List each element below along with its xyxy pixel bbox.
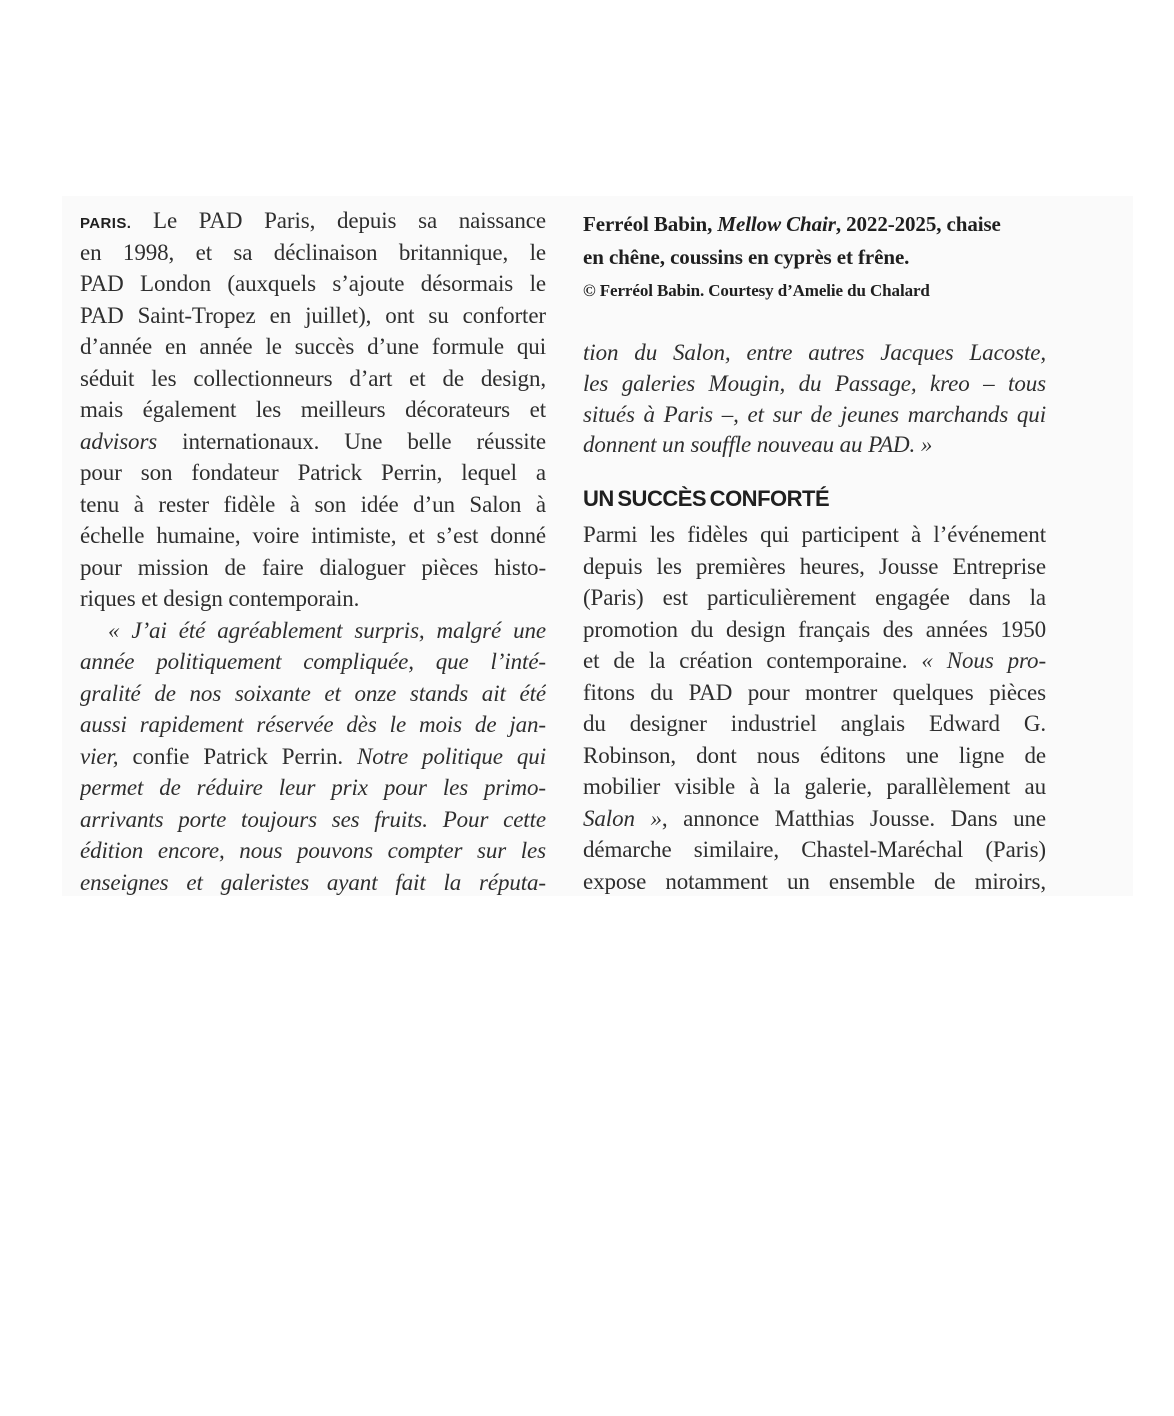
text-line bbox=[583, 803, 1046, 835]
text-line bbox=[80, 426, 546, 458]
text-line bbox=[80, 678, 546, 710]
text-line bbox=[80, 363, 546, 395]
text-line bbox=[80, 394, 546, 426]
text-segment: PAD Saint-Tropez en juillet), ont su conforter bbox=[80, 302, 546, 328]
text-line bbox=[80, 804, 546, 836]
text-line bbox=[583, 771, 1046, 803]
text-segment: internationaux. Une belle réussite bbox=[157, 428, 546, 454]
text-segment: riques et design contemporain. bbox=[80, 586, 360, 611]
text-segment: mobilier visible à la galerie, parallèlement au bbox=[583, 774, 1046, 800]
text-segment: PARIS. bbox=[80, 215, 132, 232]
text-line bbox=[583, 400, 1046, 431]
text-segment: en chêne, coussins en cyprès et frêne. bbox=[583, 245, 910, 269]
text-line bbox=[80, 615, 546, 647]
article-column-right bbox=[583, 208, 1046, 897]
text-segment: Salon » bbox=[583, 805, 662, 831]
text-line bbox=[583, 740, 1046, 772]
text-segment: démarche similaire, Chastel-Maréchal (Paris) bbox=[583, 837, 1046, 863]
text-line bbox=[583, 645, 1046, 677]
text-segment: du designer industriel anglais Edward G. bbox=[583, 711, 1046, 737]
text-segment: Notre politique qui bbox=[357, 743, 546, 769]
text-line bbox=[583, 551, 1046, 583]
article-column-left bbox=[80, 205, 546, 898]
text-segment: enseignes et galeristes ayant fait la réputa- bbox=[80, 869, 546, 895]
text-segment: d’année en année le succès d’une formule qui bbox=[80, 334, 546, 359]
text-segment: Le PAD Paris, depuis sa naissance bbox=[131, 208, 546, 233]
text-segment: © Ferréol Babin. Courtesy d’Amelie du Chalard bbox=[583, 281, 930, 300]
text-segment: , 2022-2025, chaise bbox=[835, 212, 1001, 236]
text-segment: arrivants porte toujours ses fruits. Pour cette bbox=[80, 806, 546, 832]
text-segment: expose notamment un ensemble de miroirs, bbox=[583, 868, 1046, 894]
text-segment: échelle humaine, voire intimiste, et s’est donné bbox=[80, 523, 546, 548]
text-line bbox=[80, 489, 546, 521]
paragraph-quote-continued bbox=[583, 338, 1046, 461]
text-segment: gralité de nos soixante et onze stands ait été bbox=[80, 680, 546, 706]
text-line bbox=[80, 268, 546, 300]
text-segment: situés à Paris –, et sur de jeunes marchands qui bbox=[583, 401, 1046, 427]
text-segment: (Paris) est particulièrement engagée dans la bbox=[583, 585, 1046, 611]
paragraph-intro bbox=[80, 205, 546, 615]
paragraph-quote-perrin bbox=[80, 615, 546, 899]
text-segment: « Nous pro- bbox=[921, 648, 1046, 674]
text-line bbox=[583, 208, 1046, 241]
text-line bbox=[583, 519, 1046, 551]
text-line bbox=[80, 772, 546, 804]
text-segment: vier, bbox=[80, 743, 119, 769]
text-segment: pour mission de faire dialoguer pièces histo- bbox=[80, 554, 546, 580]
text-line bbox=[80, 835, 546, 867]
text-segment: Mellow Chair bbox=[717, 212, 836, 236]
text-segment: Robinson, dont nous éditons une ligne de bbox=[583, 742, 1046, 768]
text-segment: donnent un souffle nouveau au PAD. » bbox=[583, 432, 933, 458]
text-segment: les galeries Mougin, du Passage, kreo – tous bbox=[583, 370, 1046, 396]
text-line bbox=[80, 867, 546, 899]
text-segment: advisors bbox=[80, 428, 158, 454]
photo-credit bbox=[583, 280, 1046, 302]
text-line bbox=[80, 741, 546, 773]
text-line bbox=[583, 834, 1046, 866]
text-line bbox=[583, 708, 1046, 740]
text-segment: édition encore, nous pouvons compter sur les bbox=[80, 838, 546, 863]
text-line bbox=[80, 709, 546, 741]
text-line bbox=[583, 369, 1046, 400]
paragraph-succes bbox=[583, 519, 1046, 897]
text-segment: PAD London (auxquels s’ajoute désormais le bbox=[80, 271, 546, 296]
text-line bbox=[583, 582, 1046, 614]
text-segment: aussi rapidement réservée dès le mois de jan- bbox=[80, 712, 546, 737]
text-segment: « J’ai été agréablement surpris, malgré une bbox=[108, 617, 546, 643]
text-line bbox=[80, 300, 546, 332]
section-heading: UN SUCCÈS CONFORTÉ bbox=[583, 486, 830, 512]
text-line bbox=[583, 338, 1046, 369]
text-segment: tenu à rester fidèle à son idée d’un Salon à bbox=[80, 491, 546, 517]
text-line bbox=[583, 677, 1046, 709]
text-line bbox=[80, 331, 546, 363]
text-line bbox=[583, 614, 1046, 646]
text-segment: séduit les collectionneurs d’art et de design, bbox=[80, 365, 546, 391]
text-segment: Parmi les fidèles qui participent à l’événement bbox=[583, 522, 1046, 548]
text-line bbox=[80, 646, 546, 678]
text-line bbox=[583, 430, 1046, 461]
text-segment: promotion du design français des années 1950 bbox=[583, 616, 1046, 642]
image-caption bbox=[583, 208, 1046, 274]
text-segment: mais également les meilleurs décorateurs et bbox=[80, 397, 546, 422]
text-line bbox=[80, 583, 546, 615]
text-segment: permet de réduire leur prix pour les primo- bbox=[80, 775, 546, 800]
text-segment: tion du Salon, entre autres Jacques Lacoste, bbox=[583, 340, 1046, 365]
text-segment: et de la création contemporaine. bbox=[583, 648, 922, 674]
text-segment: Ferréol Babin, bbox=[583, 212, 718, 236]
text-line bbox=[80, 205, 546, 237]
text-line bbox=[583, 866, 1046, 898]
text-segment: confie Patrick Perrin. bbox=[118, 743, 358, 769]
text-segment: pour son fondateur Patrick Perrin, lequel a bbox=[80, 460, 546, 485]
text-segment: fitons du PAD pour montrer quelques pièces bbox=[583, 679, 1046, 705]
text-segment: depuis les premières heures, Jousse Entreprise bbox=[583, 553, 1046, 579]
text-line bbox=[80, 520, 546, 552]
text-segment: en 1998, et sa déclinaison britannique, le bbox=[80, 239, 546, 265]
text-line bbox=[583, 241, 1046, 274]
text-line bbox=[80, 457, 546, 489]
text-line bbox=[583, 280, 1046, 302]
text-segment: , annonce Matthias Jousse. Dans une bbox=[661, 805, 1046, 831]
text-line bbox=[80, 237, 546, 269]
text-line bbox=[80, 552, 546, 584]
text-segment: année politiquement compliquée, que l’inté- bbox=[80, 649, 546, 674]
